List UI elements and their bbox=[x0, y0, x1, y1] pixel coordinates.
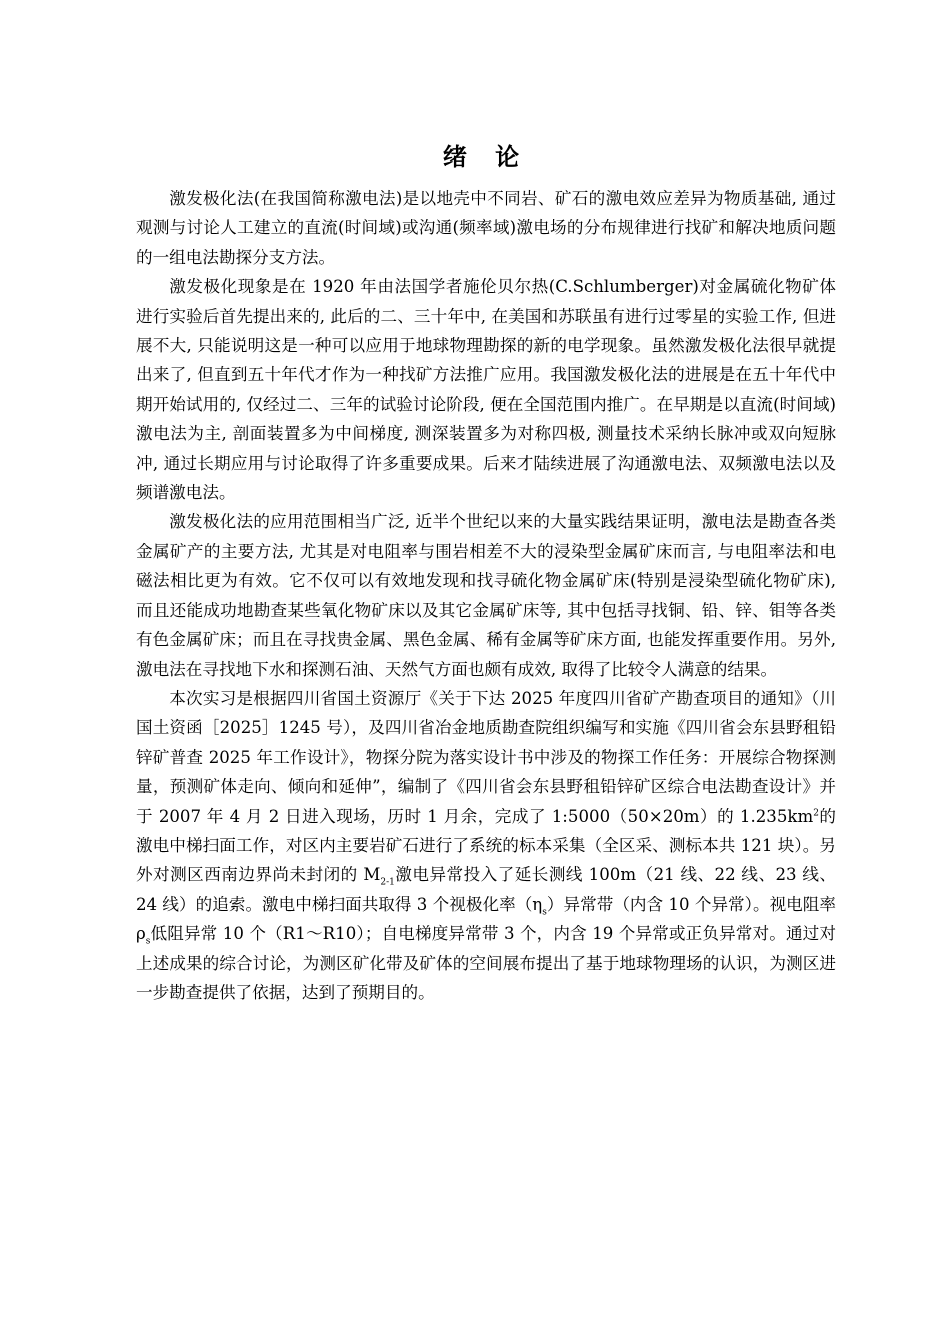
eta-subscript: s bbox=[542, 907, 547, 918]
project-text-a: 本次实习是根据四川省国土资源厅《关于下达 2025 年度四川省矿产勘查项目的通知》（川国土资函［2025］1245 号），及四川省冶金地质勘查院组织编写和实施《四川省会东县野租铅锌矿普查 2025 年工作设计》，物探分院为落实设计书中涉及的物探工作任务：开展综合物探测量，预测矿体走向、倾向和延伸”，编制了《四川省会东县野租铅锌矿区综合电法勘查设计》并于 2007 年 4 月 2 日进入现场，历时 1 月余，完成了 1:5000（50×20m）的 1.235km bbox=[136, 688, 836, 826]
project-text-b: 的激电中梯扫面工作，对区内主要岩矿石进行了系统的标本采集（全区采、测标本共 121 块）。另外对测区西南边界尚未封闭的 M bbox=[136, 806, 836, 885]
paragraph-applications: 激发极化法的应用范围相当广泛, 近半个世纪以来的大量实践结果证明，激电法是勘查各类金属矿产的主要方法, 尤其是对电阻率与围岩相差不大的浸染型金属矿床而言, 与电阻率法和电磁法相比更为有效。它不仅可以有效地发现和找寻硫化物金属矿床(特别是浸染型硫化物矿床), 而且还能成功地勘查某些氧化物矿床以及其它金属矿床等, 其中包括寻找铜、铅、锌、钼等各类有色金属矿床；而且在寻找贵金属、黑色金属、稀有金属等矿床方面, 也能发挥重要作用。另外, 激电法在寻找地下水和探测石油、天然气方面也颇有成效, 取得了比较令人满意的结果。 bbox=[136, 512, 836, 679]
paragraph-intro: 激发极化法(在我国简称激电法)是以地壳中不同岩、矿石的激电效应差异为物质基础, 通过观测与讨论人工建立的直流(时间域)或沟通(频率域)激电场的分布规律进行找矿和解决地质问题的一组电法勘探分支方法。 bbox=[136, 189, 836, 267]
project-text-e: 低阻异常 10 个（R1～R10）；自电梯度异常带 3 个，内含 19 个异常或正负异常对。通过对上述成果的综合讨论，为测区矿化带及矿体的空间展布提出了基于地球物理场的认识，为测区进一步勘查提供了依据，达到了预期目的。 bbox=[136, 924, 836, 1002]
paragraph-project bbox=[136, 684, 836, 1007]
rho-subscript: s bbox=[145, 936, 151, 947]
km-superscript: 2 bbox=[813, 808, 819, 818]
project-text-c: 激电异常投入了延长测线 100m（21 线、22 线、23 线、24 线）的追索。激电中梯扫面共取得 3 个视极化率（η bbox=[136, 865, 836, 914]
m-subscript: 2-1 bbox=[380, 877, 395, 888]
page-title: 绪 论 bbox=[442, 143, 530, 171]
document-page bbox=[136, 140, 836, 1007]
project-text-d: ）异常带（内含 10 个异常）。视电阻率 ρ bbox=[136, 894, 836, 944]
paragraph-history: 激发极化现象是在 1920 年由法国学者施伦贝尔热(C.Schlumberger)对金属硫化物矿体进行实验后首先提出来的, 此后的二、三十年中, 在美国和苏联虽有进行过零星的实验工作, 但进展不大, 只能说明这是一种可以应用于地球物理勘探的新的电学现象。虽然激发极化法很早就提出来了, 但直到五十年代才作为一种找矿方法推广应用。我国激发极化法的进展是在五十年代中期开始试用的, 仅经过二、三年的试验讨论阶段, 便在全国范围内推广。在早期是以直流(时间域)激电法为主, 剖面装置多为中间梯度, 测深装置多为对称四极, 测量技术采纳长脉冲或双向短脉冲, 通过长期应用与讨论取得了许多重要成果。后来才陆续进展了沟通激电法、双频激电法以及频谱激电法。 bbox=[136, 277, 836, 503]
